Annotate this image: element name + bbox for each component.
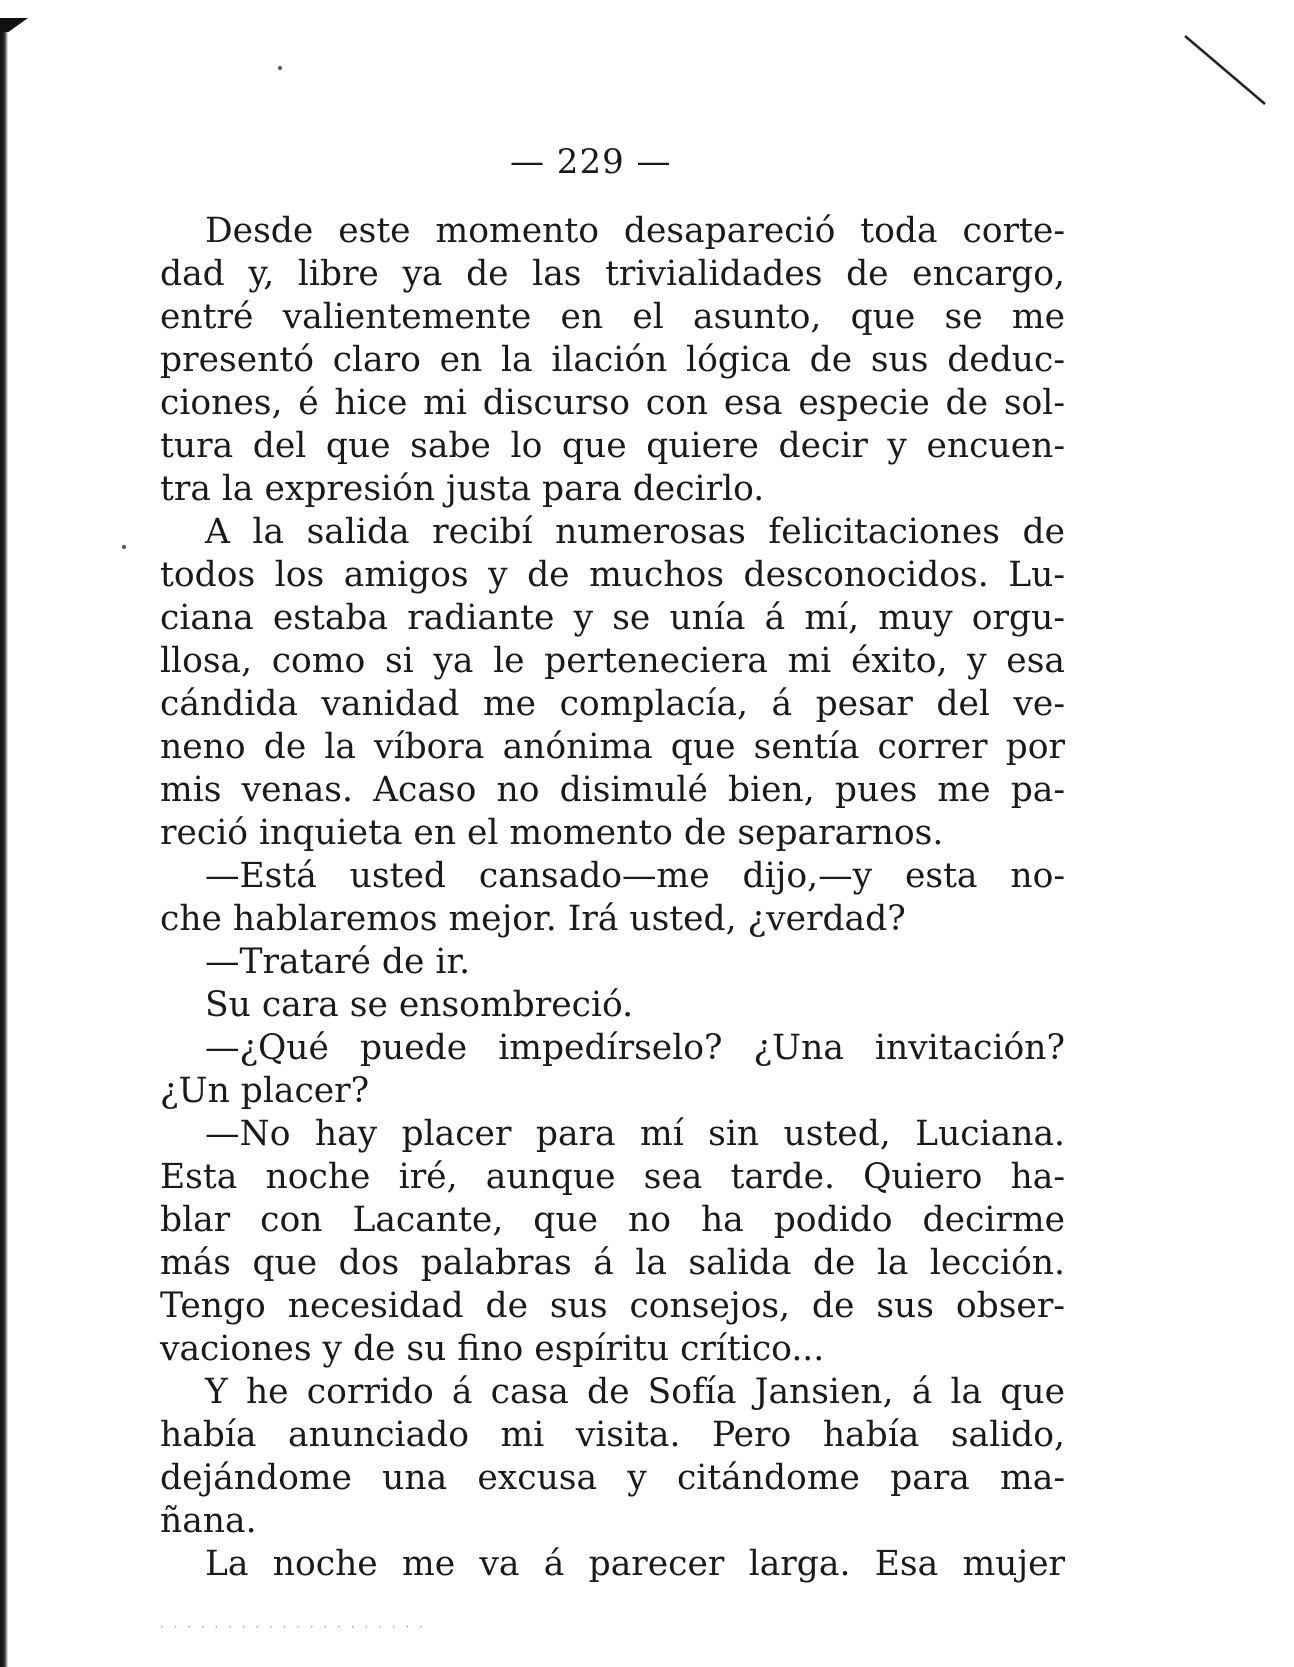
paragraph (160, 1371, 1065, 1543)
text-line: había anunciado mi visita. Pero había salido, (160, 1415, 1065, 1455)
text-line: ¿Un placer? (160, 1071, 370, 1111)
text-line: Tengo necesidad de sus consejos, de sus obser- (160, 1286, 1065, 1326)
paragraph (160, 210, 1065, 511)
text-line: che hablaremos mejor. Irá usted, ¿verdad? (160, 899, 906, 939)
text-line: dejándome una excusa y citándome para ma- (160, 1458, 1065, 1498)
text-line: Esta noche iré, aunque sea tarde. Quiero ha- (160, 1157, 1065, 1197)
text-line: mis venas. Acaso no disimulé bien, pues me pa- (160, 770, 1065, 810)
text-line: todos los amigos y de muchos desconocidos. Lu- (160, 555, 1065, 595)
page-binding-edge (0, 18, 8, 1667)
text-line: tura del que sabe lo que quiere decir y encuen- (160, 426, 1065, 466)
text-line: llosa, como si ya le perteneciera mi éxito, y esa (160, 641, 1065, 681)
text-line: cándida vanidad me complacía, á pesar del ve- (160, 684, 1065, 724)
text-line: dad y, libre ya de las trivialidades de encargo, (160, 254, 1065, 294)
page-number: — 229 — (510, 142, 672, 182)
paragraph (160, 1113, 1065, 1371)
text-line: La noche me va á parecer larga. Esa mujer (205, 1544, 1065, 1584)
paragraph (160, 1027, 1065, 1113)
paragraph (160, 941, 1065, 984)
text-line: presentó claro en la ilación lógica de sus deduc- (160, 340, 1065, 380)
corner-stroke-line (1185, 36, 1265, 104)
text-line: más que dos palabras á la salida de la lección. (160, 1243, 1065, 1283)
text-line: ñana. (160, 1501, 257, 1541)
corner-stroke-mark (1185, 36, 1186, 37)
text-line: reció inquieta en el momento de separarnos. (160, 813, 944, 853)
corner-stroke-svg (1185, 36, 1186, 37)
text-line: —¿Qué puede impedírselo? ¿Una invitación? (205, 1028, 1065, 1068)
text-line: Su cara se ensombreció. (205, 985, 634, 1025)
text-line: entré valientemente en el asunto, que se me (160, 297, 1065, 337)
text-line: Y he corrido á casa de Sofía Jansien, á la que (205, 1372, 1065, 1412)
margin-speck (122, 545, 126, 549)
text-line: neno de la víbora anónima que sentía correr por (160, 727, 1065, 767)
text-line: tra la expresión justa para decirlo. (160, 469, 765, 509)
paragraph (160, 855, 1065, 941)
text-line: —No hay placer para mí sin usted, Luciana. (205, 1114, 1065, 1154)
bottom-dotted-rule: · · · · · · · · · · · · · · · · · · · · (160, 1620, 426, 1634)
text-line: —Está usted cansado—me dijo,—y esta no- (205, 856, 1065, 896)
paragraph (160, 511, 1065, 855)
text-line: A la salida recibí numerosas felicitaciones de (205, 512, 1065, 552)
margin-speck (278, 66, 282, 70)
paragraph (160, 984, 1065, 1027)
text-line: ciana estaba radiante y se unía á mí, muy orgu- (160, 598, 1065, 638)
binding-notch (0, 18, 28, 32)
text-line: —Trataré de ir. (205, 942, 471, 982)
text-line: Desde este momento desapareció toda corte- (205, 211, 1065, 251)
text-line: blar con Lacante, que no ha podido decirme (160, 1200, 1065, 1240)
text-line: vaciones y de su fino espíritu crítico... (160, 1329, 825, 1369)
text-line: ciones, é hice mi discurso con esa especie de sol- (160, 383, 1065, 423)
body-text (160, 210, 1065, 1586)
paragraph (160, 1543, 1065, 1586)
